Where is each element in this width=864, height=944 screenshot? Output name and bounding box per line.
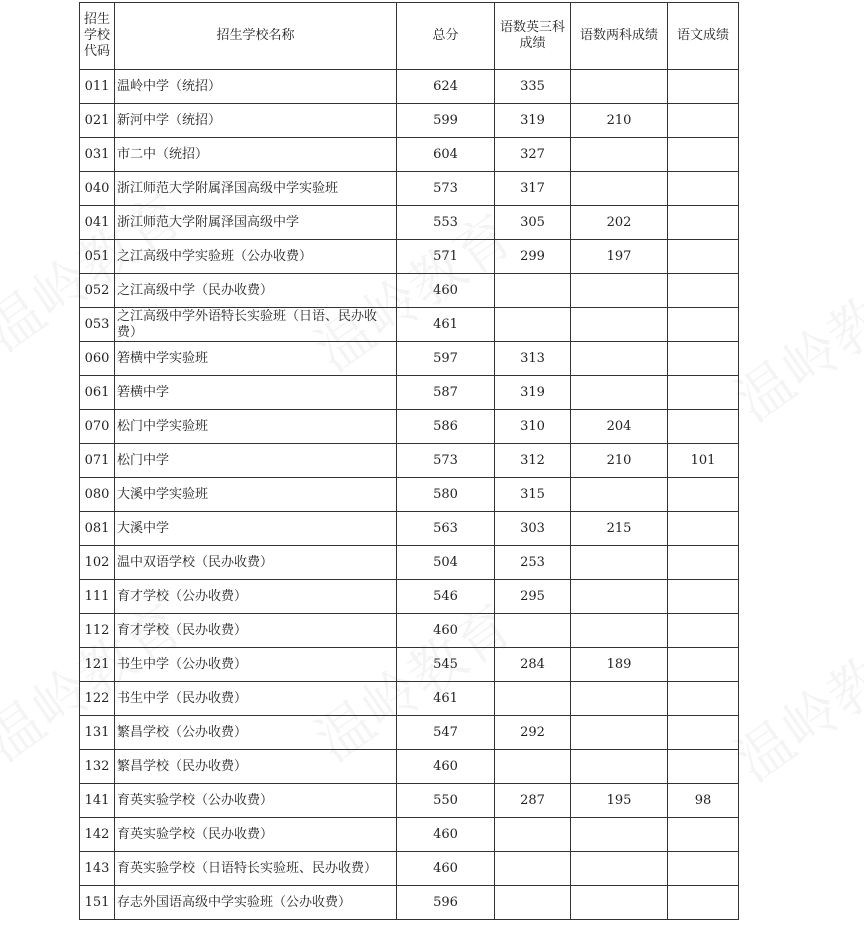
cell-two-subject-score bbox=[571, 614, 668, 648]
cell-school-name: 繁昌学校（民办收费） bbox=[115, 750, 397, 784]
cell-two-subject-score: 195 bbox=[571, 784, 668, 818]
cell-three-subject-score: 335 bbox=[495, 70, 571, 104]
cell-two-subject-score bbox=[571, 716, 668, 750]
cell-total-score: 596 bbox=[397, 886, 495, 920]
table-row bbox=[80, 342, 739, 376]
cell-school-code: 081 bbox=[80, 512, 115, 546]
cell-three-subject-score: 327 bbox=[495, 138, 571, 172]
cell-chinese-score bbox=[668, 172, 739, 206]
cell-school-code: 051 bbox=[80, 240, 115, 274]
header-three-subject-score: 语数英三科成绩 bbox=[495, 3, 571, 70]
cell-chinese-score bbox=[668, 614, 739, 648]
table-row bbox=[80, 682, 739, 716]
cell-three-subject-score bbox=[495, 682, 571, 716]
cell-school-name: 松门中学实验班 bbox=[115, 410, 397, 444]
cell-three-subject-score: 284 bbox=[495, 648, 571, 682]
table-row bbox=[80, 818, 739, 852]
cell-three-subject-score bbox=[495, 614, 571, 648]
cell-total-score: 545 bbox=[397, 648, 495, 682]
table-row bbox=[80, 410, 739, 444]
cell-school-name: 浙江师范大学附属泽国高级中学实验班 bbox=[115, 172, 397, 206]
cell-total-score: 460 bbox=[397, 750, 495, 784]
cell-chinese-score bbox=[668, 750, 739, 784]
cell-school-name: 市二中（统招） bbox=[115, 138, 397, 172]
cell-three-subject-score: 295 bbox=[495, 580, 571, 614]
cell-chinese-score bbox=[668, 70, 739, 104]
header-two-subject-score: 语数两科成绩 bbox=[571, 3, 668, 70]
cell-three-subject-score: 319 bbox=[495, 376, 571, 410]
cell-chinese-score bbox=[668, 852, 739, 886]
cell-school-name: 繁昌学校（公办收费） bbox=[115, 716, 397, 750]
cell-three-subject-score: 287 bbox=[495, 784, 571, 818]
cell-chinese-score bbox=[668, 580, 739, 614]
cell-chinese-score: 98 bbox=[668, 784, 739, 818]
cell-chinese-score bbox=[668, 648, 739, 682]
cell-chinese-score bbox=[668, 478, 739, 512]
table-row bbox=[80, 308, 739, 342]
cell-three-subject-score: 303 bbox=[495, 512, 571, 546]
watermark bbox=[717, 243, 864, 437]
cell-total-score: 624 bbox=[397, 70, 495, 104]
cell-three-subject-score bbox=[495, 308, 571, 342]
cell-total-score: 573 bbox=[397, 444, 495, 478]
cell-two-subject-score bbox=[571, 172, 668, 206]
cell-school-name: 大溪中学实验班 bbox=[115, 478, 397, 512]
cell-school-code: 143 bbox=[80, 852, 115, 886]
cell-two-subject-score bbox=[571, 750, 668, 784]
cell-three-subject-score bbox=[495, 750, 571, 784]
cell-chinese-score bbox=[668, 818, 739, 852]
cell-school-code: 141 bbox=[80, 784, 115, 818]
cell-three-subject-score: 310 bbox=[495, 410, 571, 444]
cell-school-code: 142 bbox=[80, 818, 115, 852]
cell-school-code: 131 bbox=[80, 716, 115, 750]
table-row bbox=[80, 886, 739, 920]
table-row bbox=[80, 70, 739, 104]
cell-two-subject-score bbox=[571, 274, 668, 308]
table-row bbox=[80, 172, 739, 206]
cell-school-name: 之江高级中学实验班（公办收费） bbox=[115, 240, 397, 274]
cell-two-subject-score: 210 bbox=[571, 444, 668, 478]
cell-three-subject-score: 292 bbox=[495, 716, 571, 750]
cell-total-score: 550 bbox=[397, 784, 495, 818]
cell-total-score: 461 bbox=[397, 308, 495, 342]
cell-school-name: 书生中学（公办收费） bbox=[115, 648, 397, 682]
cell-total-score: 587 bbox=[397, 376, 495, 410]
cell-school-code: 070 bbox=[80, 410, 115, 444]
cell-school-name: 松门中学 bbox=[115, 444, 397, 478]
cell-chinese-score bbox=[668, 206, 739, 240]
cell-total-score: 504 bbox=[397, 546, 495, 580]
cell-two-subject-score bbox=[571, 138, 668, 172]
cell-school-code: 040 bbox=[80, 172, 115, 206]
cell-school-code: 080 bbox=[80, 478, 115, 512]
cell-school-name: 箬横中学实验班 bbox=[115, 342, 397, 376]
cell-school-name: 温中双语学校（民办收费） bbox=[115, 546, 397, 580]
table-row bbox=[80, 138, 739, 172]
table-row bbox=[80, 614, 739, 648]
cell-chinese-score bbox=[668, 716, 739, 750]
cell-chinese-score bbox=[668, 104, 739, 138]
cell-total-score: 546 bbox=[397, 580, 495, 614]
cell-school-name: 新河中学（统招） bbox=[115, 104, 397, 138]
cell-school-name: 育英实验学校（日语特长实验班、民办收费） bbox=[115, 852, 397, 886]
table-row bbox=[80, 716, 739, 750]
cell-school-code: 053 bbox=[80, 308, 115, 342]
cell-school-code: 151 bbox=[80, 886, 115, 920]
table-row bbox=[80, 648, 739, 682]
cell-total-score: 599 bbox=[397, 104, 495, 138]
cell-total-score: 573 bbox=[397, 172, 495, 206]
cell-total-score: 460 bbox=[397, 274, 495, 308]
cell-total-score: 460 bbox=[397, 614, 495, 648]
cell-school-code: 061 bbox=[80, 376, 115, 410]
cell-school-code: 060 bbox=[80, 342, 115, 376]
cell-total-score: 461 bbox=[397, 682, 495, 716]
cell-total-score: 571 bbox=[397, 240, 495, 274]
cell-two-subject-score: 197 bbox=[571, 240, 668, 274]
cell-three-subject-score bbox=[495, 886, 571, 920]
cell-total-score: 563 bbox=[397, 512, 495, 546]
cell-chinese-score bbox=[668, 886, 739, 920]
watermark bbox=[717, 603, 864, 797]
cell-chinese-score: 101 bbox=[668, 444, 739, 478]
cell-school-name: 箬横中学 bbox=[115, 376, 397, 410]
header-total-score: 总分 bbox=[397, 3, 495, 70]
table-row bbox=[80, 784, 739, 818]
table-row bbox=[80, 104, 739, 138]
cell-total-score: 586 bbox=[397, 410, 495, 444]
cell-two-subject-score bbox=[571, 682, 668, 716]
cell-chinese-score bbox=[668, 410, 739, 444]
cell-school-code: 052 bbox=[80, 274, 115, 308]
cell-chinese-score bbox=[668, 512, 739, 546]
cell-two-subject-score bbox=[571, 308, 668, 342]
cell-total-score: 553 bbox=[397, 206, 495, 240]
cell-school-code: 021 bbox=[80, 104, 115, 138]
cell-school-name: 育英实验学校（公办收费） bbox=[115, 784, 397, 818]
cell-school-name: 育英实验学校（民办收费） bbox=[115, 818, 397, 852]
table-row bbox=[80, 444, 739, 478]
cell-school-code: 031 bbox=[80, 138, 115, 172]
table-row bbox=[80, 376, 739, 410]
cell-total-score: 597 bbox=[397, 342, 495, 376]
cell-two-subject-score bbox=[571, 478, 668, 512]
table-row bbox=[80, 478, 739, 512]
table-header-row bbox=[80, 3, 739, 70]
table-row bbox=[80, 240, 739, 274]
header-school-code: 招生学校代码 bbox=[80, 3, 115, 70]
cell-two-subject-score bbox=[571, 376, 668, 410]
cell-two-subject-score bbox=[571, 852, 668, 886]
cell-three-subject-score: 313 bbox=[495, 342, 571, 376]
cell-chinese-score bbox=[668, 274, 739, 308]
cell-school-name: 之江高级中学外语特长实验班（日语、民办收费） bbox=[115, 308, 397, 342]
cell-chinese-score bbox=[668, 240, 739, 274]
cell-total-score: 460 bbox=[397, 818, 495, 852]
table-row bbox=[80, 750, 739, 784]
cell-three-subject-score: 312 bbox=[495, 444, 571, 478]
cell-two-subject-score: 204 bbox=[571, 410, 668, 444]
cell-chinese-score bbox=[668, 342, 739, 376]
cell-chinese-score bbox=[668, 546, 739, 580]
cell-two-subject-score bbox=[571, 70, 668, 104]
table-row bbox=[80, 274, 739, 308]
cell-total-score: 580 bbox=[397, 478, 495, 512]
cell-chinese-score bbox=[668, 138, 739, 172]
cell-school-code: 102 bbox=[80, 546, 115, 580]
cell-chinese-score bbox=[668, 376, 739, 410]
cell-school-code: 041 bbox=[80, 206, 115, 240]
cell-three-subject-score: 299 bbox=[495, 240, 571, 274]
cell-three-subject-score bbox=[495, 274, 571, 308]
cell-school-code: 111 bbox=[80, 580, 115, 614]
cell-school-name: 温岭中学（统招） bbox=[115, 70, 397, 104]
cell-school-name: 浙江师范大学附属泽国高级中学 bbox=[115, 206, 397, 240]
header-chinese-score: 语文成绩 bbox=[668, 3, 739, 70]
cell-school-name: 育才学校（公办收费） bbox=[115, 580, 397, 614]
cell-two-subject-score: 215 bbox=[571, 512, 668, 546]
cell-three-subject-score: 305 bbox=[495, 206, 571, 240]
cell-school-name: 书生中学（民办收费） bbox=[115, 682, 397, 716]
admission-score-table bbox=[79, 2, 739, 920]
cell-school-code: 121 bbox=[80, 648, 115, 682]
cell-three-subject-score: 319 bbox=[495, 104, 571, 138]
table-row bbox=[80, 512, 739, 546]
table-row bbox=[80, 580, 739, 614]
cell-chinese-score bbox=[668, 308, 739, 342]
cell-two-subject-score bbox=[571, 818, 668, 852]
cell-school-code: 011 bbox=[80, 70, 115, 104]
cell-school-code: 112 bbox=[80, 614, 115, 648]
cell-two-subject-score bbox=[571, 546, 668, 580]
cell-two-subject-score bbox=[571, 886, 668, 920]
table-row bbox=[80, 852, 739, 886]
cell-total-score: 547 bbox=[397, 716, 495, 750]
cell-school-name: 育才学校（民办收费） bbox=[115, 614, 397, 648]
cell-two-subject-score: 202 bbox=[571, 206, 668, 240]
cell-two-subject-score bbox=[571, 580, 668, 614]
cell-two-subject-score: 210 bbox=[571, 104, 668, 138]
cell-three-subject-score bbox=[495, 818, 571, 852]
cell-chinese-score bbox=[668, 682, 739, 716]
cell-total-score: 460 bbox=[397, 852, 495, 886]
cell-three-subject-score: 317 bbox=[495, 172, 571, 206]
cell-school-code: 132 bbox=[80, 750, 115, 784]
cell-three-subject-score: 315 bbox=[495, 478, 571, 512]
cell-two-subject-score: 189 bbox=[571, 648, 668, 682]
cell-school-name: 之江高级中学（民办收费） bbox=[115, 274, 397, 308]
cell-school-code: 071 bbox=[80, 444, 115, 478]
header-school-name: 招生学校名称 bbox=[115, 3, 397, 70]
table-row bbox=[80, 546, 739, 580]
cell-total-score: 604 bbox=[397, 138, 495, 172]
cell-three-subject-score: 253 bbox=[495, 546, 571, 580]
cell-school-code: 122 bbox=[80, 682, 115, 716]
table-row bbox=[80, 206, 739, 240]
cell-school-name: 大溪中学 bbox=[115, 512, 397, 546]
cell-three-subject-score bbox=[495, 852, 571, 886]
cell-two-subject-score bbox=[571, 342, 668, 376]
cell-school-name: 存志外国语高级中学实验班（公办收费） bbox=[115, 886, 397, 920]
